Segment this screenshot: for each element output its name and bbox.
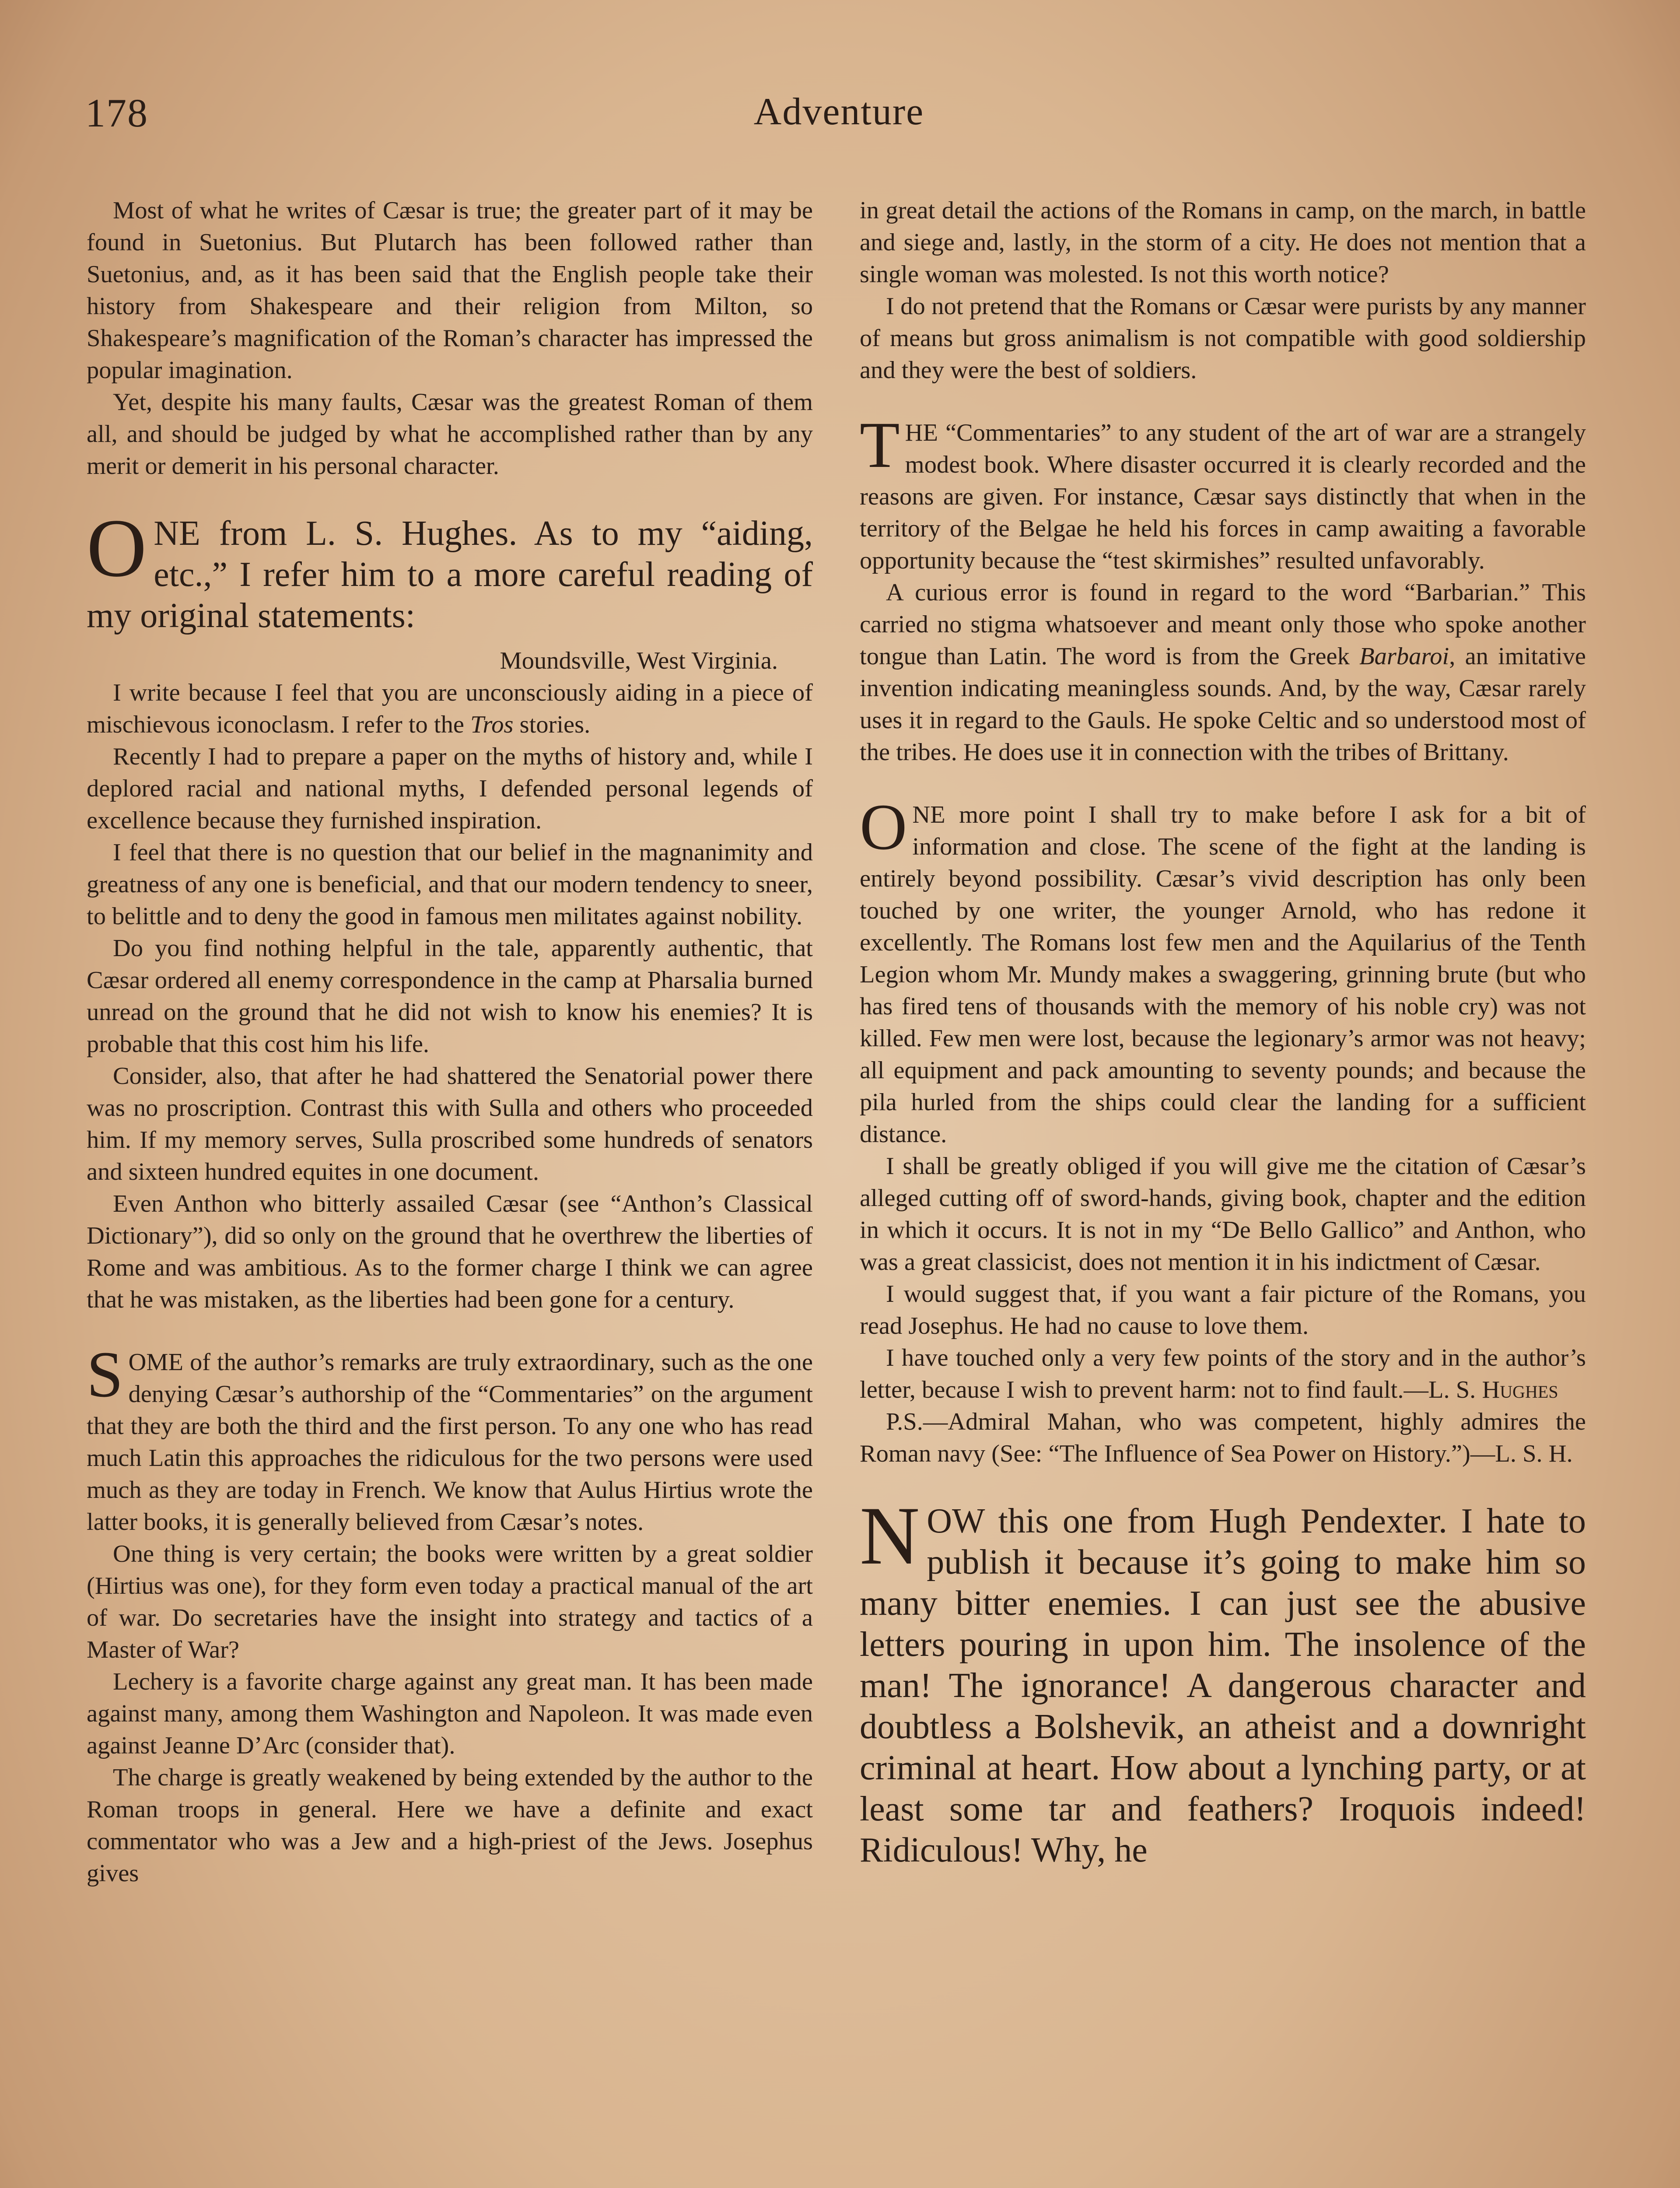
paragraph: Recently I had to prepare a paper on the myths of history and, while I deplored racial and national myths, I defended personal legends of excellence because they furnished inspiration. [87, 743, 813, 834]
paragraph: Lechery is a favorite charge against any great man. It has been made against many, among them Washington and Napoleon. It was made even against Jeanne D’Arc (consider that). [87, 1668, 813, 1759]
left-column [87, 195, 813, 1890]
section-text: NE more point I shall try to make before I ask for a bit of information and close. The scene of the fight at the landing is entirely beyond possibility. Cæsar’s vivid description has only been touched by one writer, the younger Arnold, who has redone it excellently. The Romans lost few men and the Aquilarius of the Tenth Legion whom Mr. Mundy makes a swaggering, grinning brute (but who has fired tens of thousands with the memory of his noble cry) was not killed. Few men were lost, because the legionary’s armor was not heavy; all equipment and pack amounting to seventy pounds; and because the pila hurled from the ships could clear the landing for a sufficient distance. [860, 801, 1586, 1148]
signature: Hughes [1482, 1376, 1558, 1403]
section-one [860, 791, 1586, 1150]
drop-cap: O [860, 791, 907, 863]
paragraph: A curious error is found in regard to the word “Barbarian.” This carried no stigma whatsoever and meant only those who spoke another tongue than Latin. The word is from the Greek Barbaroi, an imitative invention indicating meaningless sounds. And, by the way, Cæsar rarely uses it in regard to the Gauls. He spoke Celtic and so understood most of the tribes. He does use it in connection with the tribes of Brittany. [860, 579, 1586, 766]
section-some [87, 1338, 813, 1538]
paragraph: Consider, also, that after he had shattered the Senatorial power there was no proscription. Contrast this with Sulla and others who proceeded him. If my memory serves, Sulla proscribed some hundreds of senators and sixteen hundred equites in one document. [87, 1062, 813, 1185]
paragraph: One thing is very certain; the books were written by a great soldier (Hirtius was one), for they form even today a practical manual of the art of war. Do secretaries have the insight into strategy and tactics of a Master of War? [87, 1540, 813, 1663]
paragraph: I would suggest that, if you want a fair picture of the Romans, you read Josephus. He had no cause to love them. [860, 1280, 1586, 1339]
running-title: Adventure [753, 91, 924, 133]
section-text: OME of the author’s remarks are truly extraordinary, such as the one denying Cæsar’s authorship of the “Commentaries” on the argument that they are both the third and the first person. To any one who has read much Latin this approaches the ridiculous for the two persons were used much as they are today in French. We know that Aulus Hirtius wrote the latter books, it is generally believed from Cæsar’s notes. [87, 1349, 813, 1536]
running-header [85, 90, 1592, 147]
paragraph: in great detail the actions of the Romans in camp, on the march, in battle and siege and, lastly, in the storm of a city. He does not mention that a single woman was molested. Is not this worth notice? [860, 197, 1586, 288]
paragraph: Most of what he writes of Cæsar is true; the greater part of it may be found in Suetonius. But Plutarch has been followed rather than Suetonius, and, as it has been said that the English people take their history from Shakespeare and their religion from Milton, so Shakespeare’s magnification of the Roman’s character has impressed the popular imagination. [87, 197, 813, 384]
paragraph: Do you find nothing helpful in the tale, apparently authentic, that Cæsar ordered all enemy correspondence in the camp at Pharsalia burned unread on the ground that he did not wish to know his enemies? It is probable that this cost him his life. [87, 935, 813, 1058]
paragraph: I feel that there is no question that our belief in the magnanimity and greatness of any one is beneficial, and that our modern tendency to sneer, to belittle and to deny the good in famous men militates against nobility. [87, 839, 813, 930]
paragraph: I write because I feel that you are unconsciously aiding in a piece of mischievous iconoclasm. I refer to the Tros stories. [87, 679, 813, 738]
drop-cap: O [87, 502, 147, 594]
postscript: P.S.—Admiral Mahan, who was competent, highly admires the Roman navy (See: “The Influence of Sea Power on History.”)—L. S. H. [860, 1408, 1586, 1467]
drop-cap: S [87, 1338, 123, 1411]
right-column [860, 195, 1586, 1871]
paragraph: Even Anthon who bitterly assailed Cæsar (see “Anthon’s Classical Dictionary”), did so only on the ground that he overthrew the liberties of Rome and was ambitious. As to the former charge I think we can agree that he was mistaken, as the liberties had been gone for a century. [87, 1190, 813, 1313]
paragraph: Yet, despite his many faults, Cæsar was the greatest Roman of them all, and should be judged by what he accomplished rather than by any merit or demerit in his personal character. [87, 389, 813, 480]
section-text: OW this one from Hugh Pendexter. I hate to publish it because it’s going to make him so many bitter enemies. I can just see the abusive letters pouring in upon him. The insolence of the man! The ignorance! A dangerous character and doubtless a Bolshevik, an atheist and a downright criminal at heart. How about a lynching party, or at least some tar and feathers? Iroquois indeed! Ridiculous! Why, he [860, 1502, 1586, 1869]
hughes-intro [87, 502, 813, 636]
drop-cap: T [860, 409, 900, 481]
drop-cap: N [860, 1490, 920, 1582]
letter-place: Moundsville, West Virginia. [500, 647, 778, 674]
page-number: 178 [85, 91, 148, 135]
section-now [860, 1490, 1586, 1871]
paragraph: I do not pretend that the Romans or Cæsar were purists by any manner of means but gross animalism is not compatible with good soldiership and they were the best of soldiers. [860, 293, 1586, 384]
paragraph: I have touched only a very few points of the story and in the author’s letter, because I wish to prevent harm: not to find fault.—L. S. Hughes [860, 1344, 1586, 1403]
section-the [860, 409, 1586, 577]
italic-title: Tros [470, 711, 514, 738]
italic-word: Barbaroi [1359, 643, 1449, 670]
paragraph: I shall be greatly obliged if you will give me the citation of Cæsar’s alleged cutting off of sword-hands, giving book, chapter and the edition in which it occurs. It is not in my “De Bello Gallico” and Anthon, who was a great classicist, does not mention it in his indictment of Cæsar. [860, 1153, 1586, 1276]
paragraph: The charge is greatly weakened by being extended by the author to the Roman troops in general. Here we have a definite and exact commentator who was a Jew and a high-priest of the Jews. Josephus gives [87, 1764, 813, 1887]
section-text: HE “Commentaries” to any student of the art of war are a strangely modest book. Where disaster occurred it is clearly recorded and the reasons are given. For instance, Cæsar says distinctly that when in the territory of the Belgae he held his forces in camp awaiting a favorable opportunity because the “test skirmishes” resulted unfavorably. [860, 419, 1586, 574]
intro-text: NE from L. S. Hughes. As to my “aiding, etc.,” I refer him to a more careful reading of my original statements: [87, 514, 813, 635]
